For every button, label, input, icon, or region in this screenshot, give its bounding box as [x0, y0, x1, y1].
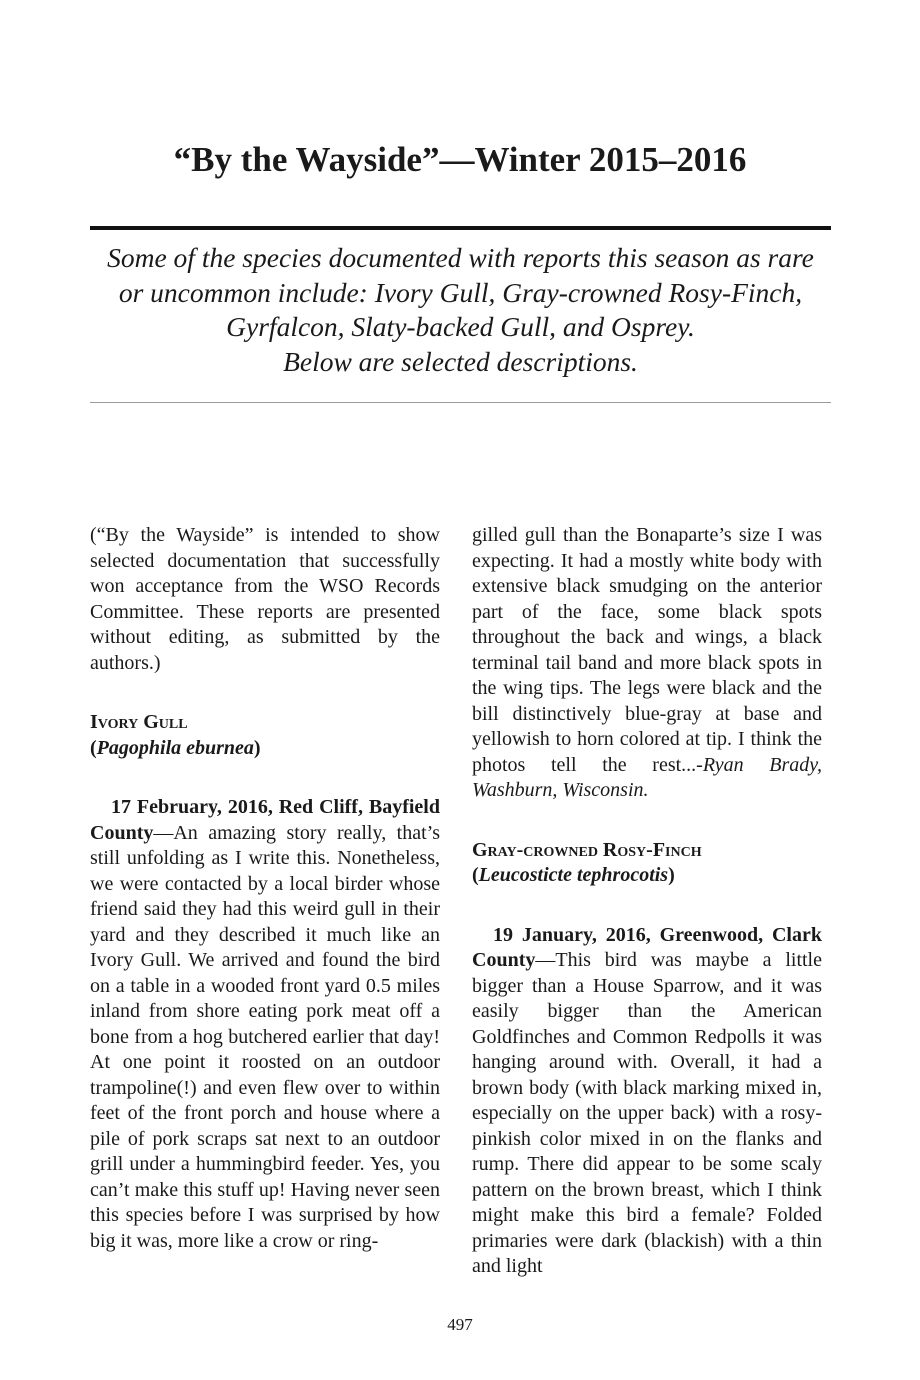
left-column	[90, 523, 440, 1254]
species-common-name: Ivory Gull	[90, 711, 188, 733]
right-column	[472, 523, 822, 1280]
intro-line-4: Below are selected descriptions.	[283, 345, 638, 377]
intro-rule	[90, 402, 831, 403]
species-scientific-name: (Leucosticte tephrocotis)	[472, 864, 675, 886]
title-rule	[90, 226, 831, 230]
page-number: 497	[447, 1315, 473, 1334]
species-scientific-name: (Pagophila eburnea)	[90, 736, 261, 759]
intro-line-3: Gyrfalcon, Slaty-backed Gull, and Osprey.	[226, 311, 695, 342]
scientific-name-text: Leucosticte tephrocotis	[478, 864, 669, 886]
report-paragraph-rosy-finch	[472, 923, 822, 1280]
species-heading-rosy-finch	[472, 838, 822, 889]
report-paragraph-ivory-gull	[90, 795, 440, 1254]
scientific-name-text: Pagophila eburnea	[96, 736, 254, 759]
intro-line-2: or uncommon include: Ivory Gull, Gray-crowned Rosy-Finch,	[118, 276, 803, 308]
preface-paragraph: (“By the Wayside” is intended to show selected documentation that successfully won acceptance from the WSO Records Committee. These reports are presented without editing, as submitted by the authors.)	[90, 524, 440, 674]
species-heading-ivory-gull	[90, 710, 440, 761]
continuation-paragraph	[472, 523, 822, 804]
report-text: —An amazing story really, that’s still unfolding as I write this. Nonetheless, we were contacted by a local birder whose friend said they had this weird gull in their yard and they described it much like an Ivory Gull. We arrived and found the bird on a table in a wooded front yard 0.5 miles inland from shore eating pork meat off a bone from a hog butchered earlier that day! At one point it roosted on an outdoor trampoline(!) and even flew over to within feet of the front porch and house where a pile of pork scraps sat next to an outdoor grill under a hummingbird feeder. Yes, you can’t make this stuff up! Having never seen this species before I was surprised by how big it was, more like a crow or ring-	[90, 821, 440, 1252]
continuation-text: gilled gull than the Bonaparte’s size I was expecting. It had a mostly white body with extensive black smudging on the anterior part of the face, some black spots throughout the back and wings, a black terminal tail band and more black spots in the wing tips. The legs were black and the bill distinctively blue-gray at base and yellowish to horn colored at tip. I think the photos tell the rest...	[472, 524, 822, 776]
page-title: “By the Wayside”—Winter 2015–2016	[173, 140, 747, 179]
report-date-location: 17 February, 2016, Red Cliff, Bayfield County	[90, 796, 440, 844]
report-date-location: 19 January, 2016, Greenwood, Clark County	[472, 923, 822, 971]
report-author: -Ryan Brady, Washburn, Wisconsin.	[472, 753, 822, 801]
intro-summary	[90, 241, 831, 379]
intro-line-1: Some of the species documented with reports this season as rare	[107, 242, 814, 273]
species-common-name: Gray-crowned Rosy-Finch	[472, 838, 702, 861]
report-text: —This bird was maybe a little bigger than a House Sparrow, and it was easily bigger than the American Goldfinches and Common Redpolls it was hanging around with. Overall, it had a brown body (with black marking mixed in, especially on the upper back) with a rosy-pinkish color mixed in on the flanks and rump. There did appear to be some scaly pattern on the brown breast, which I think might make this bird a female? Folded primaries were dark (blackish) with a thin and light	[472, 949, 822, 1277]
